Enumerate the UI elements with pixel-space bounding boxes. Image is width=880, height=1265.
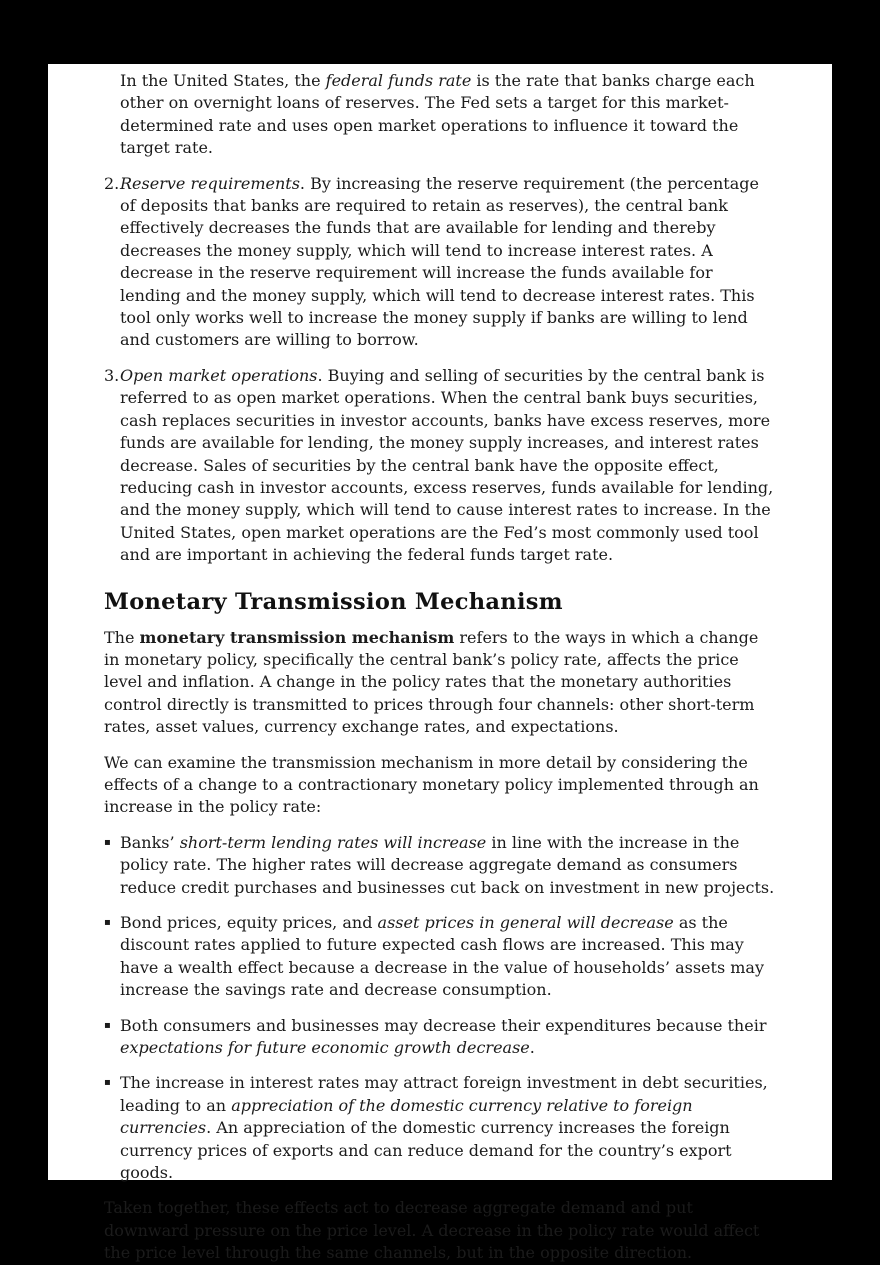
bullet-item-lending-rates bbox=[104, 832, 776, 899]
numbered-list-item-2 bbox=[104, 173, 776, 352]
bullet-text: Bond prices, equity prices, and asset prices in general will decrease as the discount rates applied to future expected cash flows are increased. This may have a wealth effect because a decrease in the value of households’ assets may increase the savings rate and decrease consumption. bbox=[120, 913, 764, 1000]
paragraph-transmission-mechanism: The monetary transmission mechanism refers to the ways in which a change in monetary policy, specifically the central bank’s policy rate, affects the price level and inflation. A change in the policy rates that the monetary authorities control directly is transmitted to prices through four channels: other short-term rates, asset values, currency exchange rates, and expectations. bbox=[104, 627, 759, 737]
numbered-list-item-3 bbox=[104, 365, 776, 567]
bullet-square-icon: ▪ bbox=[104, 917, 111, 928]
item-text: Open market operations. Buying and selling of securities by the central bank is referred to as open market operations. When the central bank buys securities, cash replaces securities in investor accounts, banks have excess reserves, more funds are available for lending, the money supply increases, and interest rates decrease. Sales of securities by the central bank have the opposite effect, reducing cash in investor accounts, excess reserves, funds available for lending, and the money supply, which will tend to cause interest rates to increase. In the United States, open market operations are the Fed’s most commonly used tool and are important in achieving the federal funds target rate. bbox=[120, 365, 774, 565]
bullet-square-icon: ▪ bbox=[104, 836, 111, 848]
bullet-text: Banks’ short-term lending rates will increase in line with the increase in the policy rate. The higher rates will decrease aggregate demand as consumers reduce credit purchases and businesses cut back on investment in new projects. bbox=[120, 832, 775, 897]
item-number: 3. bbox=[104, 365, 120, 385]
paragraph-federal-funds-rate: In the United States, the federal funds rate is the rate that banks charge each other on overnight loans of reserves. The Fed sets a target for this market-determined rate and uses open market operations to influence it toward the target rate. bbox=[120, 71, 755, 158]
item-number: 2. bbox=[104, 173, 120, 193]
item-text: Reserve requirements. By increasing the reserve requirement (the percentage of deposits that banks are required to retain as reserves), the central bank effectively decreases the funds that are available for lending and thereby decreases the money supply, which will tend to increase interest rates. A decrease in the reserve requirement will increase the funds available for lending and the money supply, which will tend to decrease interest rates. This tool only works well to increase the money supply if banks are willing to lend and customers are willing to borrow. bbox=[120, 173, 759, 350]
bullet-text: Both consumers and businesses may decrease their expenditures because their expectations for future economic growth decrease. bbox=[120, 1015, 767, 1058]
bullet-square-icon: ▪ bbox=[104, 1077, 111, 1089]
bullet-square-icon: ▪ bbox=[104, 1019, 111, 1031]
paragraph-examine-intro: We can examine the transmission mechanism in more detail by considering the effects of a change to a contractionary monetary policy implemented through an increase in the policy rate: bbox=[104, 752, 759, 817]
section-heading: Monetary Transmission Mechanism bbox=[104, 588, 563, 615]
paragraph-taken-together: Taken together, these effects act to decrease aggregate demand and put downward pressure on the price level. A decrease in the policy rate would affect the price level through the same channels, but in the opposite direction. bbox=[104, 1198, 760, 1263]
bullet-text: The increase in interest rates may attract foreign investment in debt securities, leading to an appreciation of the domestic currency relative to foreign currencies. An appreciation of the domestic currency increases the foreign currency prices of exports and can reduce demand for the country’s export goods. bbox=[120, 1073, 768, 1183]
bullet-item-currency-appreciation bbox=[104, 1072, 776, 1184]
bullet-item-asset-prices bbox=[104, 912, 776, 1002]
document-page bbox=[48, 64, 832, 1263]
bullet-item-expectations bbox=[104, 1015, 776, 1060]
